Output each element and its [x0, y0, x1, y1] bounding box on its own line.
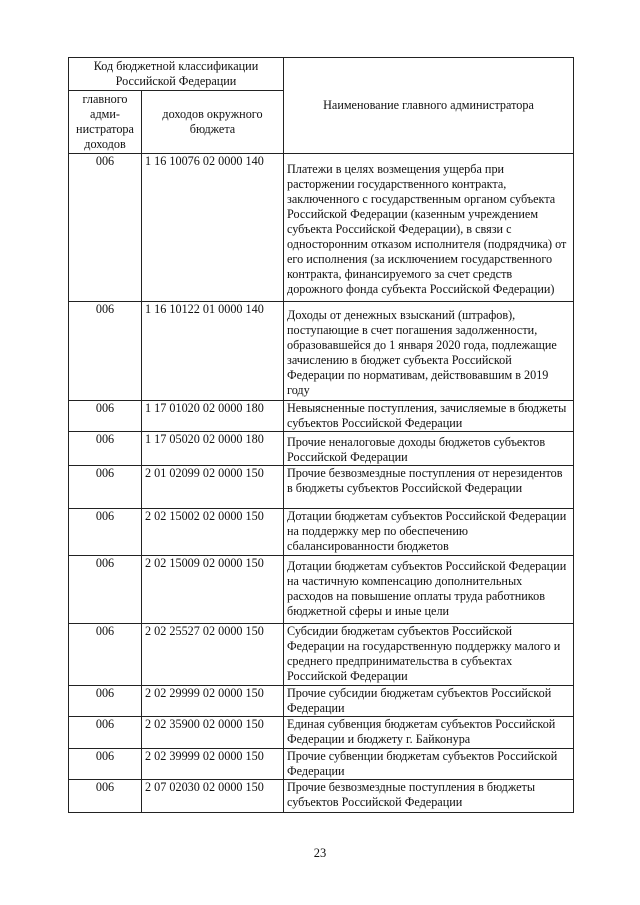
- table-row: [69, 432, 574, 466]
- cell-admin-name: Прочие безвозмездные поступления от нерезидентов в бюджеты субъектов Российской Федерации: [284, 466, 574, 509]
- table-row: [69, 624, 574, 686]
- cell-admin-code: 006: [69, 432, 142, 466]
- table-row: [69, 302, 574, 401]
- budget-classification-table: [68, 57, 574, 813]
- header-main-admin: главного адми-нистратора доходов: [69, 91, 142, 154]
- cell-admin-code: 006: [69, 401, 142, 432]
- cell-budget-code: 2 02 15002 02 0000 150: [142, 509, 284, 556]
- cell-admin-name: Дотации бюджетам субъектов Российской Федерации на частичную компенсацию дополнительных расходов на повышение оплаты труда работников бюджетной сферы и иные цели: [284, 556, 574, 624]
- cell-admin-name: Прочие субвенции бюджетам субъектов Российской Федерации: [284, 749, 574, 780]
- cell-admin-code: 006: [69, 556, 142, 624]
- table-row: [69, 780, 574, 813]
- cell-admin-code: 006: [69, 717, 142, 749]
- cell-budget-code: 2 02 29999 02 0000 150: [142, 686, 284, 717]
- cell-admin-code: 006: [69, 154, 142, 302]
- cell-budget-code: 2 07 02030 02 0000 150: [142, 780, 284, 813]
- cell-budget-code: 1 17 01020 02 0000 180: [142, 401, 284, 432]
- table-row: [69, 509, 574, 556]
- header-admin-name: Наименование главного администратора: [284, 58, 574, 154]
- cell-admin-name: Дотации бюджетам субъектов Российской Федерации на поддержку мер по обеспечению сбалансированности бюджетов: [284, 509, 574, 556]
- table-row: [69, 717, 574, 749]
- table-row: [69, 749, 574, 780]
- cell-admin-name: Платежи в целях возмещения ущерба при расторжении государственного контракта, заключенного с государственным органом субъекта Российской Федерации (казенным учреждением субъекта Российской Федерации), в связи с односторонним отказом исполнителя (подрядчика) от его исполнения (за исключением государственного контракта, финансируемого за счет средств дорожного фонда субъекта Российской Федерации): [284, 154, 574, 302]
- cell-admin-code: 006: [69, 466, 142, 509]
- page-number: 23: [313, 846, 327, 860]
- header-group-code: Код бюджетной классификации Российской Федерации: [69, 58, 284, 91]
- cell-admin-name: Прочие неналоговые доходы бюджетов субъектов Российской Федерации: [284, 432, 574, 466]
- cell-admin-code: 006: [69, 749, 142, 780]
- table-body: [69, 154, 574, 813]
- cell-admin-name: Прочие безвозмездные поступления в бюджеты субъектов Российской Федерации: [284, 780, 574, 813]
- cell-budget-code: 2 02 39999 02 0000 150: [142, 749, 284, 780]
- cell-admin-code: 006: [69, 624, 142, 686]
- cell-admin-code: 006: [69, 509, 142, 556]
- cell-admin-name: Прочие субсидии бюджетам субъектов Российской Федерации: [284, 686, 574, 717]
- cell-budget-code: 2 02 15009 02 0000 150: [142, 556, 284, 624]
- cell-budget-code: 1 16 10122 01 0000 140: [142, 302, 284, 401]
- cell-budget-code: 2 01 02099 02 0000 150: [142, 466, 284, 509]
- cell-budget-code: 1 17 05020 02 0000 180: [142, 432, 284, 466]
- cell-budget-code: 2 02 25527 02 0000 150: [142, 624, 284, 686]
- cell-admin-name: Субсидии бюджетам субъектов Российской Федерации на государственную поддержку малого и среднего предпринимательства в субъектах Российской Федерации: [284, 624, 574, 686]
- table-row: [69, 686, 574, 717]
- table-row: [69, 154, 574, 302]
- table-row: [69, 401, 574, 432]
- cell-budget-code: 1 16 10076 02 0000 140: [142, 154, 284, 302]
- cell-admin-code: 006: [69, 686, 142, 717]
- table-row: [69, 466, 574, 509]
- table-header: [69, 58, 574, 154]
- cell-budget-code: 2 02 35900 02 0000 150: [142, 717, 284, 749]
- cell-admin-code: 006: [69, 780, 142, 813]
- cell-admin-name: Единая субвенция бюджетам субъектов Российской Федерации и бюджету г. Байконура: [284, 717, 574, 749]
- table-row: [69, 556, 574, 624]
- cell-admin-name: Доходы от денежных взысканий (штрафов), поступающие в счет погашения задолженности, образовавшейся до 1 января 2020 года, подлежащие зачислению в бюджет субъекта Российской Федерации по нормативам, действовавшим в 2019 году: [284, 302, 574, 401]
- header-district-budget: доходов окружного бюджета: [142, 91, 284, 154]
- cell-admin-code: 006: [69, 302, 142, 401]
- cell-admin-name: Невыясненные поступления, зачисляемые в бюджеты субъектов Российской Федерации: [284, 401, 574, 432]
